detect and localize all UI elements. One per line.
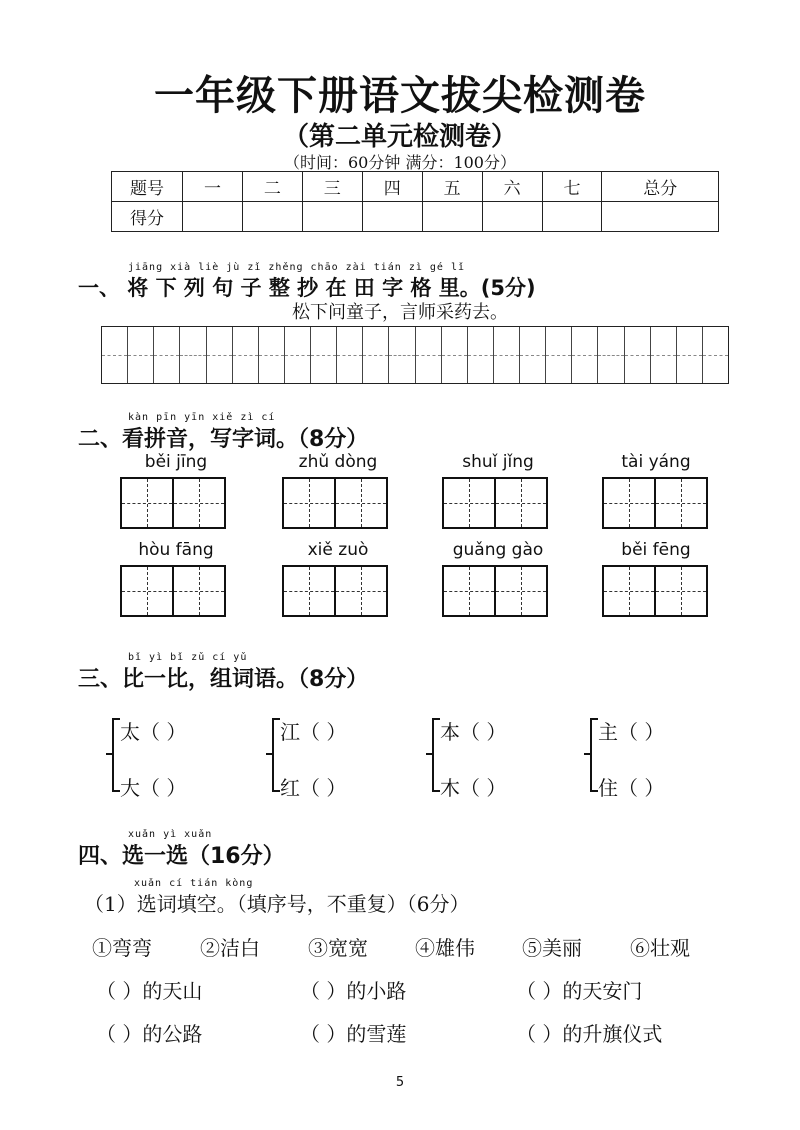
section3-pinyin: bǐ yì bǐ zǔ cí yǔ: [128, 652, 248, 663]
word-blank[interactable]: 江（ ）: [280, 720, 347, 744]
score-table-header-row: [112, 172, 719, 202]
page-title: 一年级下册语文拔尖检测卷: [154, 73, 646, 119]
score-table: [111, 171, 719, 232]
score-cell: 六: [482, 172, 542, 202]
score-input-cell[interactable]: [482, 202, 542, 232]
fill-blank[interactable]: （ ）的天安门: [516, 979, 643, 1003]
grid-cell[interactable]: [259, 327, 285, 383]
grid-cell[interactable]: [233, 327, 259, 383]
section1-sentence: 松下问童子，言师采药去。: [292, 302, 508, 323]
page-number: 5: [395, 1075, 405, 1090]
score-input-cell[interactable]: [542, 202, 602, 232]
word-blank[interactable]: 住（ ）: [598, 776, 665, 800]
score-input-cell[interactable]: [183, 202, 243, 232]
score-cell: 得分: [112, 202, 183, 232]
grid-cell[interactable]: [625, 327, 651, 383]
section1-pinyin: jiāng xià liè jù zǐ zhěng chāo zài tián zì gé lǐ: [128, 262, 465, 273]
grid-cell[interactable]: [102, 327, 128, 383]
score-input-cell[interactable]: [302, 202, 362, 232]
section4-heading: 四、选一选（16分）: [78, 844, 285, 869]
option-item: ⑥壮观: [630, 936, 690, 960]
fill-blank[interactable]: （ ）的天山: [96, 979, 203, 1003]
fill-blank[interactable]: （ ）的雪莲: [300, 1022, 407, 1046]
grid-cell[interactable]: [598, 327, 624, 383]
pinyin-label: tài yáng: [621, 452, 691, 472]
grid-cell[interactable]: [285, 327, 311, 383]
word-blank[interactable]: 大（ ）: [120, 776, 187, 800]
score-input-cell[interactable]: [362, 202, 422, 232]
tianzige-box[interactable]: [602, 565, 708, 617]
page-subtitle: （第二单元检测卷）: [282, 122, 517, 152]
option-item: ②洁白: [200, 936, 260, 960]
section4-pinyin: xuǎn yì xuǎn: [128, 829, 213, 840]
option-item: ①弯弯: [92, 936, 152, 960]
grid-cell[interactable]: [337, 327, 363, 383]
score-cell: 题号: [112, 172, 183, 202]
word-blank[interactable]: 红（ ）: [280, 776, 347, 800]
grid-cell[interactable]: [572, 327, 598, 383]
grid-cell[interactable]: [703, 327, 728, 383]
option-item: ④雄伟: [415, 936, 475, 960]
score-cell: 三: [302, 172, 362, 202]
section4-sub1-heading: （1）选词填空。（填序号，不重复）（6分）: [84, 892, 470, 916]
score-cell: 五: [422, 172, 482, 202]
word-blank[interactable]: 主（ ）: [598, 720, 665, 744]
grid-cell[interactable]: [651, 327, 677, 383]
copy-writing-grid[interactable]: [101, 326, 729, 384]
tianzige-box[interactable]: [120, 565, 226, 617]
grid-cell[interactable]: [468, 327, 494, 383]
compare-pair: [432, 710, 552, 800]
compare-pair: [112, 710, 232, 800]
grid-cell[interactable]: [363, 327, 389, 383]
score-cell: 七: [542, 172, 602, 202]
pinyin-label: guǎng gào: [452, 540, 544, 560]
tianzige-box[interactable]: [120, 477, 226, 529]
score-cell: 总分: [602, 172, 719, 202]
grid-cell[interactable]: [389, 327, 415, 383]
grid-cell[interactable]: [154, 327, 180, 383]
tianzige-box[interactable]: [442, 565, 548, 617]
tianzige-box[interactable]: [282, 477, 388, 529]
section4-sub1-pinyin: xuǎn cí tián kòng: [134, 878, 254, 889]
grid-cell[interactable]: [520, 327, 546, 383]
grid-cell[interactable]: [677, 327, 703, 383]
compare-pair: [272, 710, 392, 800]
section2-pinyin: kàn pīn yīn xiě zì cí: [128, 412, 276, 423]
pinyin-label: zhǔ dòng: [298, 452, 378, 472]
score-cell: 四: [362, 172, 422, 202]
word-blank[interactable]: 本（ ）: [440, 720, 507, 744]
section2-heading: 二、看拼音，写字词。（8分）: [78, 427, 369, 452]
option-item: ③宽宽: [308, 936, 368, 960]
grid-cell[interactable]: [442, 327, 468, 383]
score-input-cell[interactable]: [602, 202, 719, 232]
word-blank[interactable]: 太（ ）: [120, 720, 187, 744]
score-table-score-row: [112, 202, 719, 232]
grid-cell[interactable]: [311, 327, 337, 383]
score-cell: 一: [183, 172, 243, 202]
fill-blank[interactable]: （ ）的升旗仪式: [516, 1022, 663, 1046]
section1-heading: 一、 将 下 列 句 子 整 抄 在 田 字 格 里。(5分): [78, 276, 536, 300]
grid-cell[interactable]: [546, 327, 572, 383]
time-info: （时间：60分钟 满分：100分）: [284, 153, 516, 172]
tianzige-box[interactable]: [282, 565, 388, 617]
pinyin-label: běi jīng: [144, 452, 208, 472]
grid-cell[interactable]: [128, 327, 154, 383]
word-blank[interactable]: 木（ ）: [440, 776, 507, 800]
score-input-cell[interactable]: [422, 202, 482, 232]
score-cell: 二: [242, 172, 302, 202]
fill-blank[interactable]: （ ）的公路: [96, 1022, 203, 1046]
grid-cell[interactable]: [494, 327, 520, 383]
fill-blank[interactable]: （ ）的小路: [300, 979, 407, 1003]
pinyin-label: xiě zuò: [307, 540, 369, 560]
tianzige-box[interactable]: [442, 477, 548, 529]
tianzige-box[interactable]: [602, 477, 708, 529]
pinyin-label: běi fēng: [621, 540, 691, 560]
grid-cell[interactable]: [180, 327, 206, 383]
pinyin-label: hòu fāng: [138, 540, 214, 560]
option-item: ⑤美丽: [522, 936, 582, 960]
section3-heading: 三、比一比，组词语。（8分）: [78, 667, 369, 692]
grid-cell[interactable]: [207, 327, 233, 383]
grid-cell[interactable]: [416, 327, 442, 383]
pinyin-label: shuǐ jǐng: [462, 452, 534, 472]
score-input-cell[interactable]: [242, 202, 302, 232]
compare-pair: [590, 710, 710, 800]
